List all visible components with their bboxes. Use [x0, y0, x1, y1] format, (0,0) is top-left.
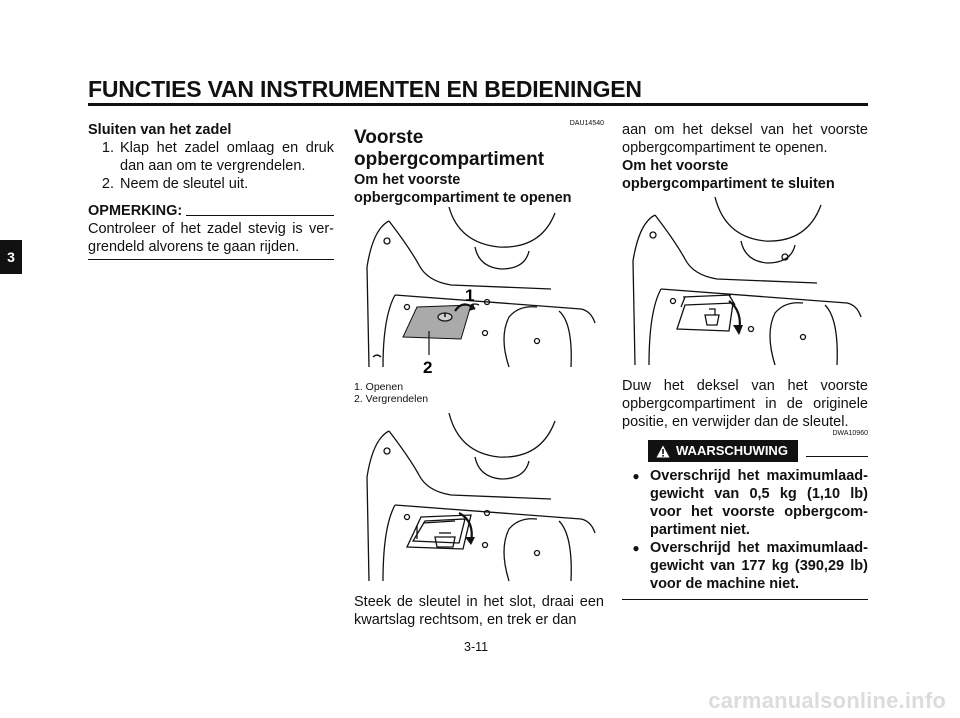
page-number: 3-11 — [464, 640, 489, 654]
figure-label-2: 2 — [423, 358, 433, 377]
warning-item-text: Overschrijd het maximumlaad-gewicht van 177 kg (390,29 lb) voor de machine niet. — [650, 540, 868, 592]
close-instructions: Duw het deksel van het voorste opbergcompartiment in de originele positie, en verwijder dan de sleutel. — [622, 378, 868, 430]
warning-end-rule — [622, 599, 868, 600]
note-rule — [186, 215, 334, 216]
column-right — [622, 121, 868, 600]
warning-item — [622, 467, 868, 539]
open-subheading-line-2: opbergcompartiment te openen — [354, 190, 572, 206]
section-title-line-1: Voorste — [354, 127, 424, 148]
open-subheading-line-1: Om het voorste — [354, 172, 461, 188]
page-title: FUNCTIES VAN INSTRUMENTEN EN BEDIENINGEN — [88, 76, 642, 102]
section-title — [354, 127, 604, 171]
bullet-icon: ● — [632, 541, 640, 555]
step-text: Neem de sleutel uit. — [120, 176, 249, 192]
section-code: DAU14540 — [569, 120, 604, 127]
caption-line: 2. Vergrendelen — [354, 393, 429, 405]
step-number: 2. — [101, 176, 114, 192]
warning-badge — [648, 440, 798, 462]
step-item — [88, 139, 334, 175]
watermark: carmanualsonline.info — [708, 688, 946, 713]
column-middle — [354, 121, 604, 629]
close-subheading — [622, 157, 868, 193]
warning-triangle-icon — [656, 445, 670, 458]
warning-item — [622, 539, 868, 593]
figure-open-compartment — [359, 207, 599, 379]
warning-header — [622, 440, 868, 462]
note-label: OPMERKING: — [88, 203, 183, 219]
warning-list — [622, 467, 868, 593]
caption-line: 1. Openen — [354, 381, 404, 393]
note-header — [88, 202, 334, 220]
figure-key-turned — [359, 413, 599, 585]
open-instructions: Steek de sleutel in het slot, draai een kwartslag rechtsom, en trek er dan — [354, 594, 604, 628]
close-subheading-line-2: opbergcompartiment te sluiten — [622, 176, 835, 192]
title-rule — [88, 103, 868, 106]
step-text: Klap het zadel omlaag en druk dan aan om te vergrendelen. — [120, 140, 334, 174]
step-number: 1. — [101, 140, 114, 156]
column-left — [88, 121, 334, 260]
bullet-icon: ● — [632, 469, 640, 483]
warning-rule — [806, 456, 868, 457]
figure-caption — [354, 381, 604, 405]
note-end-rule — [88, 259, 334, 260]
chapter-tab: 3 — [0, 240, 22, 274]
open-subheading — [354, 171, 604, 207]
close-seat-heading: Sluiten van het zadel — [88, 122, 232, 138]
close-subheading-line-1: Om het voorste — [622, 158, 729, 174]
section-title-line-2: opbergcompartiment — [354, 149, 545, 170]
warning-item-text: Overschrijd het maximumlaad-gewicht van 0,5 kg (1,10 lb) voor het voorste opbergcom-partiment niet. — [650, 468, 868, 538]
note-text: Controleer of het zadel stevig is ver-grendeld alvorens te gaan rijden. — [88, 221, 334, 255]
step-item — [88, 175, 334, 193]
open-instructions-continued: aan om het deksel van het voorste opbergcompartiment te openen. — [622, 122, 868, 156]
figure-close-compartment — [625, 197, 865, 369]
figure-label-1: 1 — [465, 286, 475, 305]
warning-code: DWA10960 — [832, 430, 868, 437]
warning-label: WAARSCHUWING — [676, 443, 788, 458]
